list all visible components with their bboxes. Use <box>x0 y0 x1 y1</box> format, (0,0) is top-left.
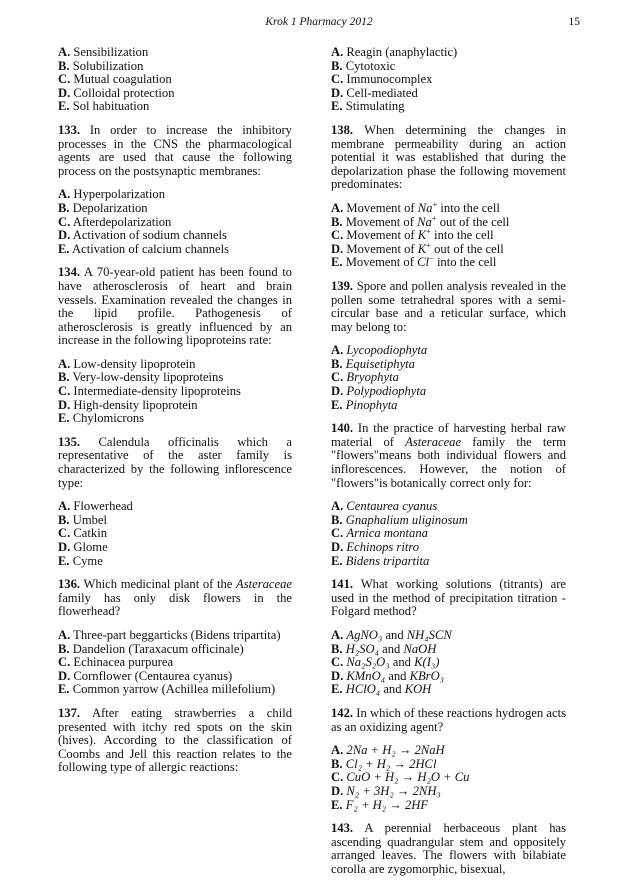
q138-options <box>331 198 566 270</box>
answer-option: D. High-density lipoprotein <box>58 397 198 412</box>
q142-options <box>331 744 566 812</box>
answer-option: D. Echinops ritro <box>331 540 420 554</box>
question-139: 139. Spore and pollen analysis revealed in the pollen some tetrahedral spores with a semi-circular base and a reticular surface, which may belong to: <box>331 278 566 334</box>
answer-option: E. Movement of Cl− into the cell <box>331 253 497 270</box>
answer-option: D. Cornflower (Centaurea cyanus) <box>58 668 233 683</box>
answer-option: A. 2Na + H₂ → 2NaH <box>331 743 445 758</box>
q139-options <box>331 344 566 412</box>
question-136: 136. Which medicinal plant of the Asteraceae family has only disk flowers in the flowerhead? <box>58 577 292 619</box>
answer-option: B. Cl₂ + H₂ → 2HCl <box>331 756 437 771</box>
answer-option: A. Low-density lipoprotein <box>58 356 196 371</box>
answer-option: C. Bryophyta <box>331 370 399 385</box>
answer-option: A. Centaurea cyanus <box>331 499 438 514</box>
question-140: 140. In the practice of harvesting herbal raw material of Asteraceae family the term "flowers"means both individual flowers and inflorescences. However, the notion of "flowers"is botanically correct only for: <box>331 421 566 490</box>
answer-option: A. Three-part beggarticks (Bidens tripartita) <box>58 627 281 642</box>
answer-option: D. Polypodiophyta <box>331 384 427 399</box>
answer-option: B. Movement of Na+ out of the cell <box>331 212 510 229</box>
answer-option: E. Stimulating <box>331 99 405 114</box>
answer-option: A. Flowerhead <box>58 499 133 514</box>
question-142: 142. In which of these reactions hydrogen acts as an oxidizing agent? <box>331 705 566 734</box>
document-title: Krok 1 Pharmacy 2012 <box>265 16 373 28</box>
answer-option: D. Movement of K+ out of the cell <box>331 239 504 256</box>
answer-option: A. Movement of Na+ into the cell <box>331 198 500 215</box>
question-141: 141. What working solutions (titrants) are used in the method of precipitation titration - Folgard method? <box>331 577 566 619</box>
answer-option: C. Immunocomplex <box>331 72 433 87</box>
answer-option: A. Hyperpolarization <box>58 187 166 202</box>
answer-option: C. Intermediate-density lipoproteins <box>58 384 241 399</box>
answer-option: B. Cytotoxic <box>331 58 396 73</box>
answer-option: E. Common yarrow (Achillea millefolium) <box>58 682 276 697</box>
answer-option: E. Cyme <box>58 553 103 568</box>
answer-option: C. Afterdepolarization <box>58 214 172 229</box>
question-133: 133. In order to increase the inhibitory processes in the CNS the pharmacological agents are used that cause the following process on the postsynaptic membranes: <box>58 122 292 178</box>
question-143: 143. A perennial herbaceous plant has ascending quadrangular stem and oppositely arranged leaves. The flowers with bilabiate corolla are zygomorphic, bisexual, <box>331 821 566 876</box>
answer-option: B. Gnaphalium uliginosum <box>331 512 468 527</box>
answer-option: C. Catkin <box>58 526 107 541</box>
answer-option: A. Reagin (anaphylactic) <box>331 45 458 59</box>
answer-option: E. Chylomicrons <box>58 411 145 426</box>
answer-option: B. H₂SO₄ and NaOH <box>331 641 437 656</box>
answer-option: D. KMnO₄ and KBrO₃ <box>331 668 445 683</box>
answer-option: E. Bidens tripartita <box>331 553 430 568</box>
q134-options <box>58 358 292 426</box>
answer-option: B. Umbel <box>58 512 107 527</box>
answer-option: B. Dandelion (Taraxacum officinale) <box>58 641 244 656</box>
answer-option: C. Movement of K+ into the cell <box>331 225 494 243</box>
answer-option: E. Activation of calcium channels <box>58 241 230 256</box>
q133-options <box>58 188 292 256</box>
answer-option: D. N₂ + 3H₂ → 2NH₃ <box>331 783 441 798</box>
answer-option: A. Sensibilization <box>58 45 149 59</box>
answer-option: C. Echinacea purpurea <box>58 655 174 670</box>
answer-option: E. Sol habituation <box>58 99 150 114</box>
answer-option: A. AgNO₃ and NH₄SCN <box>331 627 452 642</box>
q136-options <box>58 629 292 697</box>
q132-options <box>58 46 292 114</box>
answer-option: D. Glome <box>58 540 108 554</box>
answer-option: E. Pinophyta <box>331 397 398 412</box>
answer-option: D. Cell-mediated <box>331 85 418 100</box>
question-137: 137. After eating strawberries a child presented with itchy red spots on the skin (hives). According to the classification of Coombs and Jell this reaction relates to the following type of allergic reactions: <box>58 705 292 775</box>
q140-options <box>331 500 566 568</box>
answer-option: C. CuO + H₂ → H₂O + Cu <box>331 770 470 785</box>
question-138: 138. When determining the changes in membrane permeability during an action potential it was established that during the depolarization phase the following movement predominates: <box>331 122 566 192</box>
left-column <box>58 46 292 785</box>
answer-option: E. F₂ + H₂ → 2HF <box>331 797 429 812</box>
q141-options <box>331 629 566 697</box>
answer-option: B. Equisetiphyta <box>331 356 415 371</box>
answer-option: E. HClO₄ and KOH <box>331 682 432 697</box>
right-column <box>331 46 566 886</box>
answer-option: D. Colloidal protection <box>58 85 175 100</box>
answer-option: D. Activation of sodium channels <box>58 228 227 243</box>
answer-option: A. Lycopodiophyta <box>331 343 428 358</box>
q137-options <box>331 46 566 114</box>
q135-options <box>58 500 292 568</box>
page-number: 15 <box>568 16 580 28</box>
answer-option: C. Arnica montana <box>331 526 428 541</box>
answer-option: B. Depolarization <box>58 200 148 215</box>
question-134: 134. A 70-year-old patient has been found to have atherosclerosis of heart and brain vessels. Examination revealed the changes in the lipid profile. Pathogenesis of atherosclerosis is greatly influenced by an increase in the following lipoproteins rate: <box>58 265 292 348</box>
answer-option: B. Very-low-density lipoproteins <box>58 370 224 385</box>
answer-option: C. Mutual coagulation <box>58 72 172 87</box>
question-135: 135. Calendula officinalis which a representative of the aster family is characterized by the following inflorescence type: <box>58 434 292 490</box>
answer-option: B. Solubilization <box>58 58 144 73</box>
answer-option: C. Na₂S₂O₃ and K(I₃) <box>331 655 440 670</box>
